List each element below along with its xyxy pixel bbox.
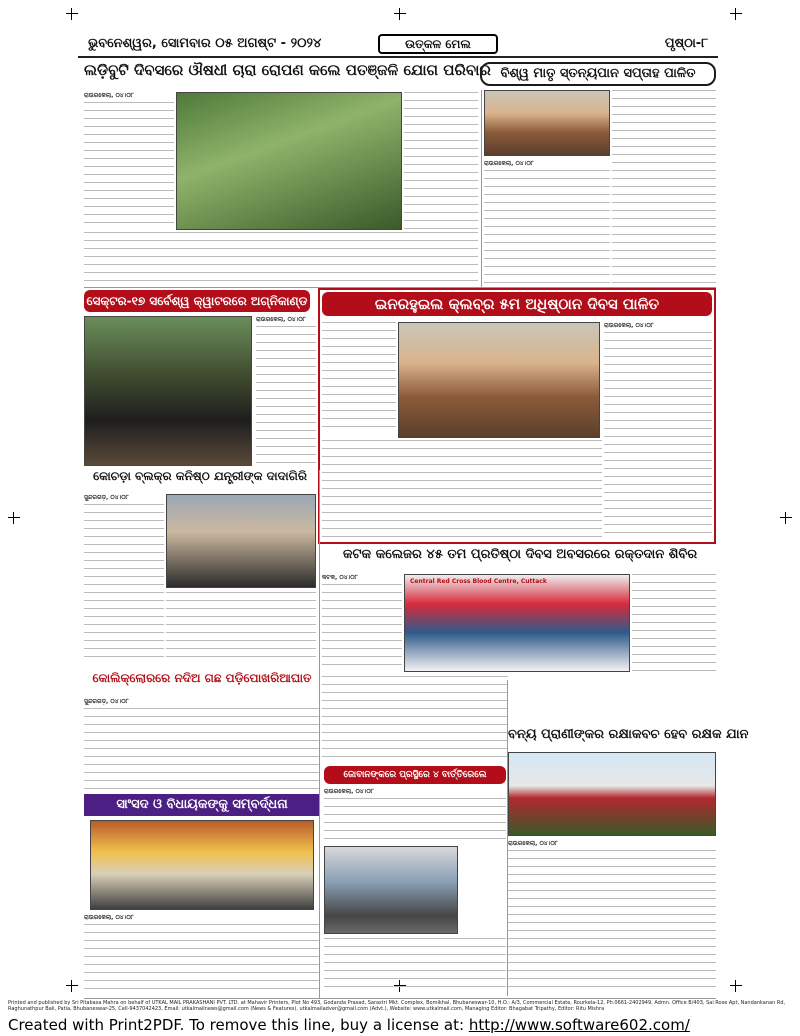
dateline-a9: ରାଉରକେଲା, ୦୪।୦୮ xyxy=(84,914,134,921)
column-rule xyxy=(507,680,508,996)
paper-name: ଉତ୍କଳ ମେଲ xyxy=(378,34,498,54)
crop-mark xyxy=(730,8,742,20)
imprint-line: Printed and published by Sri Pitabasa Mahra on behalf of UTKAL MAIL PRAKASHANI PVT. LTD. at Mahavir Printers, Plot No 493, Godanda Prasad, Sarastri Mkt. Complex, Bomikhal, Bhubaneswar-10, H.O.: A/3, Commercial Estate, Rourkela-12, Ph.0661-2402949, Admn. Office B/403, Sai Rose Apt, Nandankanan Rd, Raghunathpur Bali, Patia, Bhubaneswar-25, Cell-9437042423, Email: utkalmailnews@gmail.com (News & Features), utkalmailadver@gmail.com (Advt.), Website: www.utkalmail.com, Managing Editor: Bhagabat Tripathy, Editor: Ritu Mishra xyxy=(8,1000,786,1012)
dateline-a8: ରାଉରକେଲା, ୦୪।୦୮ xyxy=(508,840,558,847)
dateline-a1: ରାଉରକେଲା, ୦୪।୦୮ xyxy=(84,92,134,99)
photo-a2-group xyxy=(484,90,610,156)
article-a1-text xyxy=(84,102,174,230)
article-a5-text-2 xyxy=(166,592,316,664)
article-a6-text xyxy=(322,584,402,672)
photo-a1-planting xyxy=(176,92,402,230)
crop-mark xyxy=(780,512,792,524)
photo-a6-blood xyxy=(404,574,630,672)
article-a3-text xyxy=(256,326,316,466)
photo-a9-felicitation xyxy=(90,820,314,910)
row-rule xyxy=(84,287,716,288)
column-rule xyxy=(319,470,320,998)
crop-mark xyxy=(66,980,78,992)
headline-a3: ସେକ୍ଟର-୧୭ ସର୍ବେଶ୍ୱ କ୍ୱାଟରରେ ଅଗ୍ନିକାଣ୍ଡ xyxy=(84,290,310,312)
crop-mark xyxy=(8,512,20,524)
watermark xyxy=(8,1016,792,1036)
headline-a1: ଲଡ଼ିବୁଟି ଦିବସରେ ଔଷଧୀ ଚାରା ରୋପଣ କଲେ ପତଞ୍ଜଳି ଯୋଗ ପରିବାର xyxy=(84,61,491,79)
article-a7-text xyxy=(84,708,320,790)
article-a9-text xyxy=(84,924,320,994)
page-number: ପୃଷ୍ଠା-୮ xyxy=(664,36,708,51)
article-a2-text-2 xyxy=(484,170,610,286)
dateline-a4: ରାଉରକେଲା, ୦୪।୦୮ xyxy=(604,322,654,329)
row-rule xyxy=(84,998,716,999)
headline-a6: କଟକ କଲେଜର ୪୫ ତମ ପ୍ରତିଷ୍ଠା ଦିବସ ଅବସରରେ ରକ୍ତଦାନ ଶିବିର xyxy=(342,547,698,562)
article-a1-text-3 xyxy=(84,232,478,286)
photo-a6-banner: Central Red Cross Blood Centre, Cuttack xyxy=(410,578,547,585)
watermark-link[interactable]: http://www.software602.com/ xyxy=(468,1016,690,1034)
headline-a8: ବନ୍ୟ ପ୍ରାଣୀଙ୍କର ରକ୍ଷାକବଚ ହେବ ରକ୍ଷକ ଯାନ xyxy=(508,727,749,742)
crop-mark xyxy=(730,980,742,992)
article-a6-text-3 xyxy=(322,676,508,762)
dateline-a6: କଟକ, ୦୪।୦୮ xyxy=(322,574,358,581)
dateline-a7: ସୁନ୍ଦରଗଡ଼, ୦୪।୦୮ xyxy=(84,698,129,705)
article-a5-text xyxy=(84,504,164,664)
article-a1-text-2 xyxy=(404,92,478,230)
headline-a10: ଜୋବାନଙ୍କରେ ପ୍ରସ୍ଥିରେ ୪ ବାର୍ତ୍ତିରେଲେ xyxy=(324,766,506,784)
dateline-a10: ରାଉରକେଲା, ୦୪।୦୮ xyxy=(324,788,374,795)
article-a6-text-2 xyxy=(632,574,716,674)
photo-a4-club xyxy=(398,322,600,438)
article-a10-text-2 xyxy=(324,938,506,994)
watermark-text: Created with Print2PDF. To remove this line, buy a license at: xyxy=(8,1016,469,1034)
headline-a5: କୋଚଡ଼ା ବ୍ଲକ୍‌ର କନିଷ୍ଠ ଯନ୍ତ୍ରୀଙ୍କ ଦାଦାଗିରି xyxy=(93,469,307,483)
article-a4-text-2 xyxy=(604,332,712,540)
dateline-a5: ସୁନ୍ଦରଗଡ଼, ୦୪।୦୮ xyxy=(84,494,129,501)
photo-a8-vans xyxy=(508,752,716,836)
dateline-a3: ରାଉରକେଲା, ୦୪।୦୮ xyxy=(256,316,306,323)
photo-a3-fire xyxy=(84,316,252,466)
headline-a9: ସାଂସଦ ଓ ବିଧାୟକଙ୍କୁ ସମ୍ବର୍ଦ୍ଧନା xyxy=(84,794,320,816)
headline-a2: ବିଶ୍ୱ ମାତୃ ସ୍ତନ୍ୟପାନ ସପ୍ତାହ ପାଳିତ xyxy=(480,62,716,86)
photo-a5-people xyxy=(166,494,316,588)
dateline-a2: ରାଉରକେଲା, ୦୪।୦୮ xyxy=(484,160,534,167)
article-a8-text xyxy=(508,850,716,994)
headline-a7: କୋଲିକ୍ଲୋରରେ ନଦିଅ ଗଛ ପଡ଼ିପୋଖରିଆଘାତ xyxy=(92,671,312,685)
header-date: ଭୁବନେଶ୍ୱର, ସୋମବାର ୦୫ ଅଗଷ୍ଟ - ୨୦୨୪ xyxy=(88,36,322,51)
article-a4-text xyxy=(322,322,396,434)
article-a2-text xyxy=(612,90,716,286)
crop-mark xyxy=(394,8,406,20)
crop-mark xyxy=(66,8,78,20)
article-a10-text xyxy=(324,798,506,842)
page-header xyxy=(78,32,718,58)
headline-a4: ଇନରହୁଇଲ କ୍ଲବ୍‌ର ୫ମ ଅଧିଷ୍ଠାନ ଦିବସ ପାଳିତ xyxy=(322,292,712,316)
column-rule xyxy=(481,90,482,288)
photo-a10-vehicle xyxy=(324,846,458,934)
article-a4-text-3 xyxy=(322,440,602,540)
